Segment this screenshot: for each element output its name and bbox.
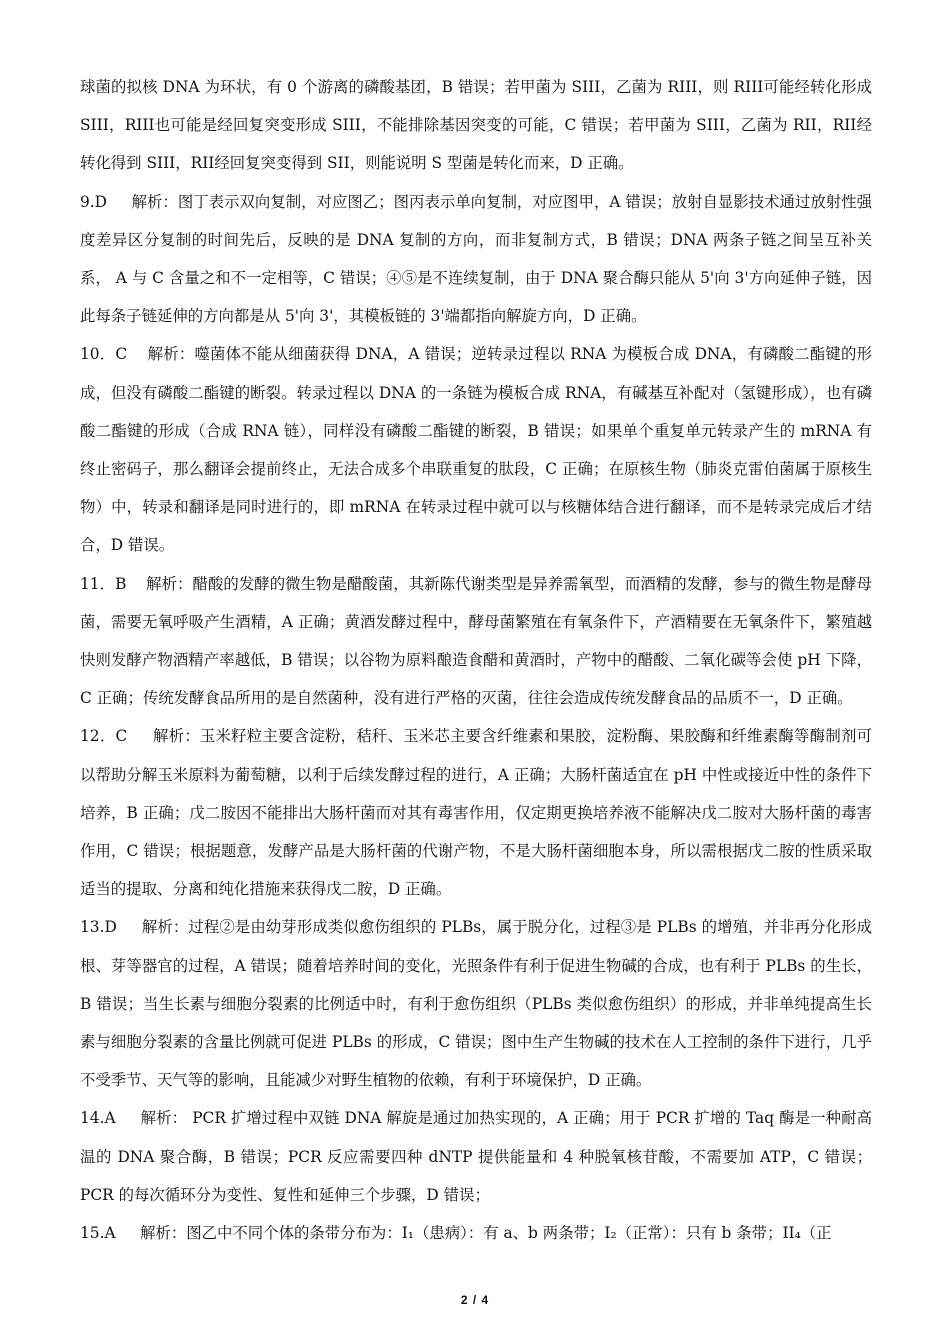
paragraph-q15 [80,1214,872,1252]
question-number: 12．C [80,727,128,746]
paragraph-text: 球菌的拟核 DNA 为环状，有 0 个游离的磷酸基团，B 错误；若甲菌为 SIII，乙菌为 RIII，则 RIII可能经转化形成 SIII，RIII也可能是经回复突变形成 SIII，不能排除基因突变的可能，C 错误；若甲菌为 SIII，乙菌为 RII，RII经转化得到 SIII，RII经回复突变得到 SII，则能说明 S 型菌是转化而来，D 正确。 [80,78,872,173]
question-number: 9.D [80,192,108,211]
paragraph-q14 [80,1099,872,1214]
paragraph-text: 解析：醋酸的发酵的微生物是醋酸菌，其新陈代谢类型是异养需氧型，而酒精的发酵，参与的微生物是酵母菌，需要无氧呼吸产生酒精，A 正确；黄酒发酵过程中，酵母菌繁殖在有氧条件下，产酒精要在无氧条件下，繁殖越快则发酵产物酒精产率越低，B 错误；以谷物为原料酿造食醋和黄酒时，产物中的醋酸、二氧化碳等会使 pH 下降，C 正确；传统发酵食品所用的是自然菌种，没有进行严格的灭菌，往往会造成传统发酵食品的品质不一，D 正确。 [80,574,872,708]
paragraph-q13 [80,908,872,1099]
question-number: 10．C [80,345,128,364]
paragraph-text: 解析：过程②是由幼芽形成类似愈伤组织的 PLBs，属于脱分化，过程③是 PLBs 的增殖，并非再分化形成根、芽等器官的过程，A 错误；随着培养时间的变化，光照条件有利于促进生物碱的合成，也有利于 PLBs 的生长，B 错误；当生长素与细胞分裂素的比例适中时，有利于愈伤组织（PLBs 类似愈伤组织）的形成，并非单纯提高生长素与细胞分裂素的含量比例就可促进 PLBs 的形成，C 错误；图中生产生物碱的技术在人工控制的条件下进行，几乎不受季节、天气等的影响，且能减少对野生植物的依赖，有利于环境保护，D 正确。 [80,918,873,1090]
paragraph-text: 解析：图乙中不同个体的条带分布为：I₁（患病）：有 a、b 两条带；I₂（正常）：只有 b 条带；II₄（正 [140,1224,832,1243]
paragraph-text: 解析：图丁表示双向复制，对应图乙；图丙表示单向复制，对应图甲，A 错误；放射自显影技术通过放射性强度差异区分复制的时间先后，反映的是 DNA 复制的方向，而非复制方式，B 错误；DNA 两条子链之间呈互补关系， A 与 C 含量之和不一定相等，C 错误；④⑤是不连续复制，由于 DNA 聚合酶只能从 5'向 3'方向延伸子链，因此每条子链延伸的方向都是从 5'向 3'，其模板链的 3'端都指向解旋方向，D 正确。 [80,192,872,326]
answer-explanations [80,68,872,1252]
paragraph-q11 [80,565,872,718]
question-number: 13.D [80,918,117,937]
paragraph-text: 解析： PCR 扩增过程中双链 DNA 解旋是通过加热实现的，A 正确；用于 PCR 扩增的 Taq 酶是一种耐高温的 DNA 聚合酶，B 错误；PCR 反应需要四种 dNTP 提供能量和 4 种脱氧核苷酸，不需要加 ATP，C 错误；PCR 的每次循环分为变性、复性和延伸三个步骤，D 错误； [80,1109,872,1204]
paragraph-text: 解析：噬菌体不能从细菌获得 DNA，A 错误；逆转录过程以 RNA 为模板合成 DNA，有磷酸二酯键的形成，但没有磷酸二酯键的断裂。转录过程以 DNA 的一条链为模板合成 RNA，有碱基互补配对（氢键形成），也有磷酸二酯键的形成（合成 RNA 链），同样没有磷酸二酯键的断裂，B 错误；如果单个重复单元转录产生的 mRNA 有终止密码子，那么翻译会提前终止，无法合成多个串联重复的肽段，C 正确；在原核生物（肺炎克雷伯菌属于原核生物）中，转录和翻译是同时进行的，即 mRNA 在转录过程中就可以与核糖体结合进行翻译，而不是转录完成后才结合，D 错误。 [80,345,872,555]
paragraph-text: 解析：玉米籽粒主要含淀粉，秸秆、玉米芯主要含纤维素和果胶，淀粉酶、果胶酶和纤维素酶等酶制剂可以帮助分解玉米原料为葡萄糖，以利于后续发酵过程的进行，A 正确；大肠杆菌适宜在 pH 中性或接近中性的条件下培养，B 正确；戊二胺因不能排出大肠杆菌而对其有毒害作用，仅定期更换培养液不能解决戊二胺对大肠杆菌的毒害作用，C 错误；根据题意，发酵产品是大肠杆菌的代谢产物，不是大肠杆菌细胞本身，所以需根据戊二胺的性质采取适当的提取、分离和纯化措施来获得戊二胺，D 正确。 [80,727,872,899]
question-number: 15.A [80,1224,116,1243]
paragraph-q12 [80,717,872,908]
question-number: 11．B [80,574,127,593]
paragraph-q10 [80,335,872,564]
paragraph-continuation [80,68,872,183]
page-number: 2 / 4 [460,1293,490,1307]
paragraph-q9 [80,183,872,336]
question-number: 14.A [80,1109,116,1128]
